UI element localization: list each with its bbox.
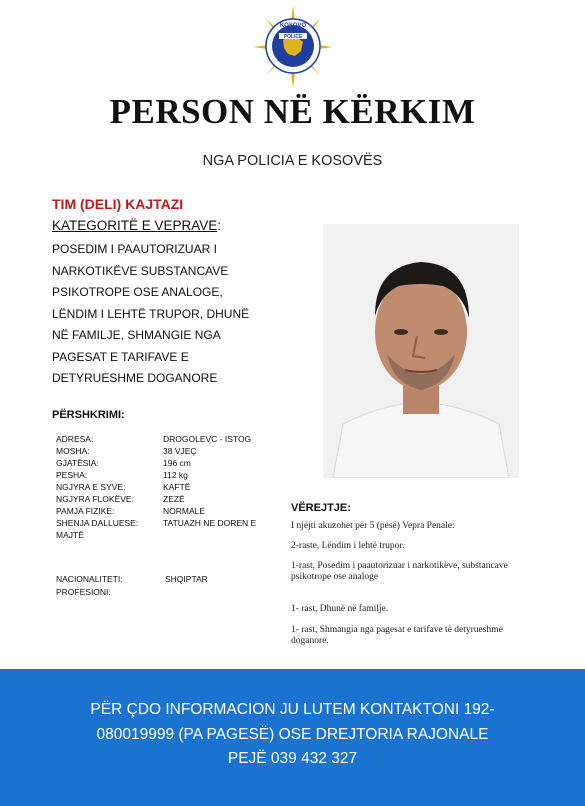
field-label: NGJYRA FLOKËVE: xyxy=(56,494,134,504)
description-heading: PËRSHKRIMI: xyxy=(52,409,125,421)
field-value: NORMALE xyxy=(163,506,206,516)
field-label: SHENJA DALLUESE: xyxy=(56,518,139,528)
profession-label: PROFESIONI: xyxy=(56,587,111,597)
contact-line: 080019999 (PA PAGESË) OSE DREJTORIA RAJONALE xyxy=(96,725,489,743)
field-value: 112 kg xyxy=(163,470,188,480)
field-label: MAJTË xyxy=(56,530,84,540)
note-item: 1-rast, Posedim i paautorizuar i narkotikëve, substancave psikotrope ose analoge xyxy=(291,561,508,582)
field-label: PESHA: xyxy=(56,470,88,480)
field-label: PAMJA FIZIKE: xyxy=(56,506,115,516)
field-label: ADRESA: xyxy=(56,434,94,444)
nationality-label: NACIONALITETI: xyxy=(56,574,123,584)
field-value: ZEZË xyxy=(163,494,185,504)
person-name: TIM (DELI) KAJTAZI xyxy=(52,196,184,212)
field-label: MOSHA: xyxy=(56,446,90,456)
note-item: 2-raste, Lëndim i lehtë trupor. xyxy=(291,541,405,551)
suspect-photo xyxy=(323,224,519,478)
field-value: TATUAZH NE DOREN E xyxy=(163,518,257,528)
category-line: NË FAMILJE, SHMANGIE NGA xyxy=(52,328,221,342)
category-line: DETYRUESHME DOGANORE xyxy=(52,371,218,385)
page-subtitle: NGA POLICIA E KOSOVËS xyxy=(202,153,383,169)
field-value: 38 VJEÇ xyxy=(163,446,197,456)
field-label: NGJYRA E SYVE: xyxy=(56,482,126,492)
category-line: PAGESAT E TARIFAVE E xyxy=(52,349,189,364)
svg-text:POLICE: POLICE xyxy=(283,34,303,40)
category-line: LËNDIM I LEHTË TRUPOR, DHUNË xyxy=(52,306,250,321)
field-value: 196 cm xyxy=(163,458,191,468)
note-item: I njëjti akuzohet për 5 (pesë) Vepra Penale: xyxy=(291,521,455,531)
contact-line: PËR ÇDO INFORMACION JU LUTEM KONTAKTONI 192- xyxy=(90,701,495,718)
categories-list xyxy=(52,239,249,390)
field-value: DROGOLEVC - ISTOG xyxy=(163,434,252,444)
page-title: PERSON NË KËRKIM xyxy=(109,92,476,131)
categories-heading: KATEGORITË E VEPRAVE: xyxy=(52,218,222,233)
nationality-value: SHQIPTAR xyxy=(165,574,208,584)
contact-info xyxy=(0,698,585,772)
category-line: NARKOTIKËVE SUBSTANCAVE xyxy=(52,263,229,278)
kosovo-police-logo xyxy=(253,6,333,88)
field-value: KAFTË xyxy=(163,482,191,492)
contact-line: PEJË 039 432 327 xyxy=(227,750,358,767)
note-item: 1- rast, Dhunë në familje. xyxy=(291,604,389,614)
svg-text:KOSOVO: KOSOVO xyxy=(279,23,307,29)
category-line: POSEDIM I PAAUTORIZUAR I xyxy=(52,242,217,256)
note-item: 1- rast, Shmangia nga pagesat e tarifave të detyrueshme doganore. xyxy=(291,625,503,646)
notes-heading: VËREJTJE: xyxy=(291,502,351,514)
category-line: PSIKOTROPE OSE ANALOGE, xyxy=(52,285,223,299)
field-label: GJATËSIA: xyxy=(56,458,99,468)
